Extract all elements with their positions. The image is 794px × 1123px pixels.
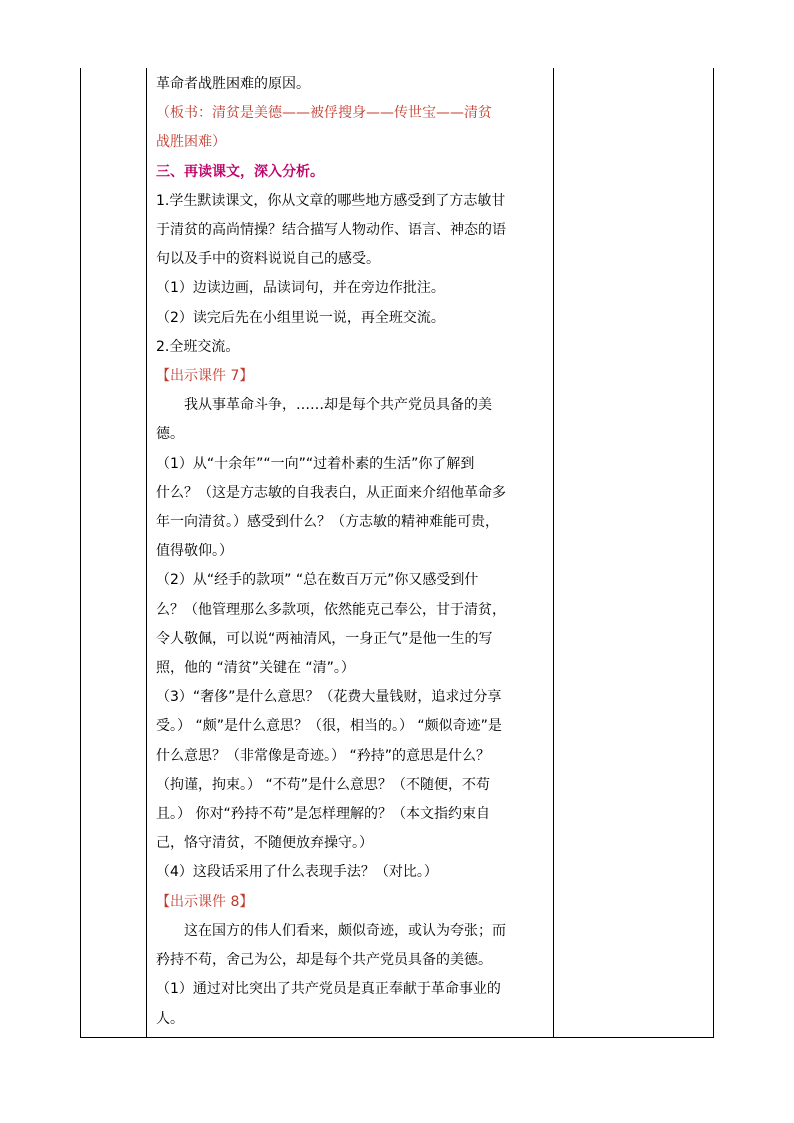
- text-line: 1.学生默读课文，你从文章的哪些地方感受到了方志敏甘: [156, 192, 506, 209]
- quote-line: 德。: [156, 426, 184, 443]
- text-line: （4）这段话采用了什么表现手法？（对比。）: [156, 864, 438, 881]
- text-line: （1）边读边画，品读词句，并在旁边作批注。: [156, 280, 445, 297]
- table-border-right: [713, 68, 714, 1038]
- text-line: （1）通过对比突出了共产党员是真正奉献于革命事业的: [156, 981, 501, 998]
- text-line: （1）从“十余年”“一向”“过着朴素的生活”你了解到: [156, 455, 475, 472]
- section-heading: 三、再读课文，深入分析。: [156, 163, 324, 180]
- table-border-col2: [553, 68, 554, 1038]
- board-note-line: 战胜困难）: [156, 134, 226, 151]
- text-line: （拘谨，拘束。） “不苟”是什么意思？（不随便，不苟: [156, 776, 490, 793]
- text-line: （2）读完后先在小组里说一说，再全班交流。: [156, 309, 445, 326]
- text-line: 么？（他管理那么多款项，依然能克己奉公，甘于清贫，: [156, 601, 506, 618]
- slide-label: 【出示课件 7】: [156, 368, 254, 385]
- text-line: 令人敬佩，可以说“两袖清风，一身正气”是他一生的写: [156, 630, 493, 647]
- text-line: 2.全班交流。: [156, 338, 240, 355]
- table-border-left: [80, 68, 81, 1038]
- text-line: 人。: [156, 1010, 184, 1027]
- quote-line: 我从事革命斗争，……却是每个共产党员具备的美: [184, 397, 492, 414]
- text-line: 什么？（这是方志敏的自我表白，从正面来介绍他革命多: [156, 484, 506, 501]
- board-note-line: （板书：清贫是美德——被俘搜身——传世宝——清贫: [156, 105, 492, 122]
- text-line: 值得敬仰。）: [156, 543, 233, 560]
- text-line: （3）“奢侈”是什么意思？（花费大量钱财，追求过分享: [156, 689, 502, 706]
- text-line: 受。） “颇”是什么意思？（很，相当的。） “颇似奇迹”是: [156, 718, 502, 735]
- quote-line: 这在国方的伟人们看来，颇似奇迹，或认为夸张；而: [184, 922, 506, 939]
- text-line: 句以及手中的资料说说自己的感受。: [156, 251, 380, 268]
- quote-line: 矜持不苟，舍己为公，却是每个共产党员具备的美德。: [156, 952, 492, 969]
- table-border-col1: [146, 68, 147, 1038]
- lesson-content-cell: [156, 70, 552, 1034]
- text-line: 照，他的 “清贫”关键在 “清”。）: [156, 660, 355, 677]
- text-line: 己，恪守清贫，不随便放弃操守。）: [156, 835, 373, 852]
- text-line: 什么意思？（非常像是奇迹。） “矜持”的意思是什么？: [156, 747, 490, 764]
- table-border-bottom: [80, 1037, 714, 1038]
- text-line: （2）从“经手的款项” “总在数百万元”你又感受到什: [156, 572, 479, 589]
- text-line: 年一向清贫。）感受到什么？（方志敏的精神难能可贵，: [156, 514, 499, 531]
- text-line: 且。） 你对“矜持不苟”是怎样理解的？（本文指约束自: [156, 806, 490, 823]
- text-line: 革命者战胜困难的原因。: [156, 76, 310, 92]
- slide-label: 【出示课件 8】: [156, 893, 254, 910]
- text-line: 于清贫的高尚情操？结合描写人物动作、语言、神态的语: [156, 222, 506, 239]
